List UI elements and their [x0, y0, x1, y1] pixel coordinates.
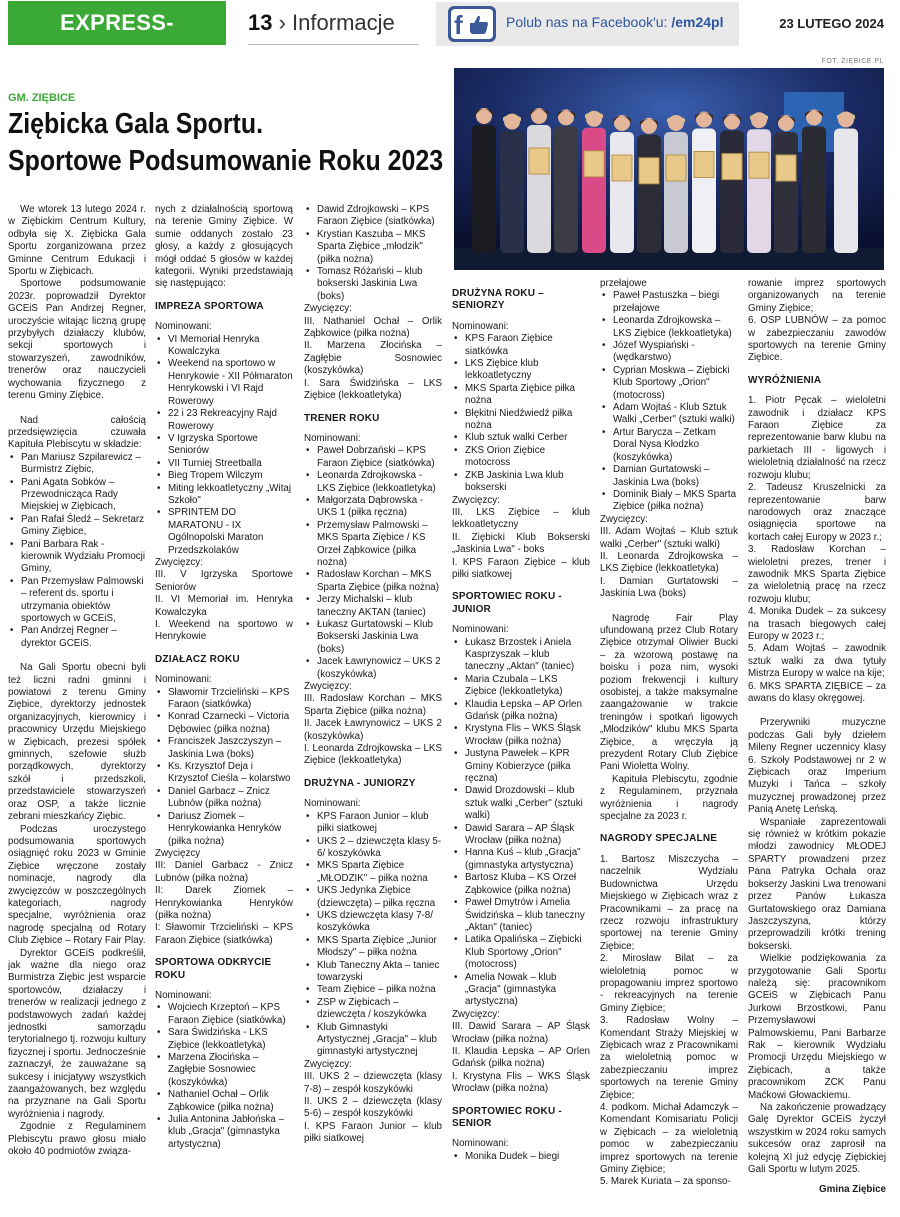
list-item: • LKS Ziębice klub lekkoatletyczny	[452, 358, 590, 383]
paragraph: Przerywniki muzyczne podczas Gali były dziełem Mileny Regner uczennicy klasy 6. Szkoły Podstawowej nr 2 w Ziębicach oraz Imperium Muzyki i Tańca – szkoły muzycznej prowadzonej przez Panią Anetę Leńską.	[748, 717, 886, 816]
paragraph: 2. Mirosław Bilat – za wieloletnią pomoc w propagowaniu imprez sportowo - rekreacyjnych na terenie Gminy Ziębice;	[600, 953, 738, 1014]
paragraph: I. Weekend na sportowo w Henrykowie	[155, 619, 293, 643]
list-item: • UKS Jedynka Ziębice (dziewczęta) – piłka ręczna	[304, 885, 442, 910]
section-label: › Informacje	[278, 10, 395, 35]
list-item: • Paweł Dobrzański – KPS Faraon Ziębice (siatkówka)	[304, 445, 442, 470]
nominee-list	[600, 290, 738, 513]
list-item: • Małgorzata Dąbrowska - UKS 1 (piłka ręczna)	[304, 495, 442, 520]
paragraph: Zgodnie z Regulaminem Plebiscytu prawo głosu miało około 40 podmiotów związa-	[8, 1121, 146, 1158]
list-item: • Marzena Złocińska – Zagłębie Sosnowiec (koszykówka)	[155, 1052, 293, 1089]
header-divider	[248, 44, 418, 45]
list-item: • Bieg Tropem Wilczym	[155, 470, 293, 482]
paragraph: I. Leonarda Zdrojkowska – LKS Ziębice (lekkoatletyka)	[304, 743, 442, 767]
list-item: • Klub Taneczny Akta – taniec towarzyski	[304, 960, 442, 985]
paragraph: 4. podkom. Michał Adamczyk – Komendant Komisariatu Policji w Ziębicach – za wieloletnią pomoc w zabezpieczaniu imprez sportowych na terenie Gminy Ziębice;	[600, 1102, 738, 1176]
paragraph: III. UKS 2 – dziewczęta (klasy 7-8) – zespół koszykówki	[304, 1071, 442, 1095]
list-item: • Monika Dudek – biegi	[452, 1151, 590, 1163]
paragraph: Zwycięzcy:	[452, 494, 500, 506]
nominee-list	[304, 811, 442, 1059]
list-item: • 22 i 23 Rekreacyjny Rajd Rowerowy	[155, 408, 293, 433]
list-item: • MKS Sparta Ziębice „Junior Młodszy" – piłka nożna	[304, 935, 442, 960]
list-item: • Cyprian Moskwa – Ziębicki Klub Sportowy „Orion" (motocross)	[600, 365, 738, 402]
paragraph: Wspaniałe zaprezentowali się również w krótkim pokazie młodzi zawodnicy MŁODEJ SPARTY prowadzeni przez Pana Patryka Ochała oraz bokserzy Jaskini Lwa trenowani przez Panów Łukasza Gurtatowskiego oraz Damiana Jaszczyszyna, którzy przeprowadzili krótki trening bokserski.	[748, 816, 886, 952]
photo-credit: FOT. ZIĘBICE.PL	[821, 58, 884, 65]
paragraph: I. Damian Gurtatowski – Jaskinia Lwa (boks)	[600, 575, 738, 600]
list-item: • MKS Sparta Ziębice „MŁODZIK" – piłka nożna	[304, 860, 442, 885]
paragraph: II: Darek Ziomek – Henrykowianka Henryków (piłka nożna)	[155, 885, 293, 921]
list-item: • Dawid Sarara – AP Śląsk Wrocław (piłka nożna)	[452, 823, 590, 848]
paragraph: Zwycięzcy:	[452, 1008, 500, 1020]
list-item: • Dawid Drozdowski – klub sztuk walki „Cerber" (sztuki walki)	[452, 785, 590, 822]
list-item: • ZKB Jaskinia Lwa klub bokserski	[452, 470, 590, 495]
issue-date: 23 LUTEGO 2024	[779, 16, 884, 31]
category-heading: DRUŻYNA - JUNIORZY	[304, 777, 416, 789]
list-item: • Dominik Biały – MKS Sparta Ziębice (piłka nożna)	[600, 489, 738, 514]
paragraph: I. Sara Świdzińska – LKS Ziębice (lekkoatletyka)	[304, 377, 442, 402]
list-item: • Konrad Czarnecki – Victoria Dębowiec (piłka nożna)	[155, 711, 293, 736]
paragraph: I. KPS Faraon Ziębice – klub piłki siatkowej	[452, 556, 590, 580]
list-item: • Team Ziębice – piłka nożna	[304, 984, 442, 996]
paragraph: Dyrektor GCEiS podkreślił, jak ważne dla niego oraz Burmistrza Ziębic jest wsparcie sportowców, działaczy i trenerów w realizacji jednego z podstawowych zadań każdej jednostki samorządu terytorialnego tj. rozwoju kultury fizycznej i sportu. Jednocześnie zaznaczył, że zauważane są sukcesy i inicjatywy wszystkich zaangażowanych, bez względu na przyznane na Gali Sportu wyróżnienia i nagrody.	[8, 947, 146, 1120]
spacer	[748, 705, 886, 717]
nominee-list	[155, 687, 293, 848]
paragraph: I: Sławomir Trzcieliński – KPS Faraon Ziębice (siatkówka)	[155, 922, 293, 946]
paragraph: I. KPS Faraon Junior – klub piłki siatkowej	[304, 1120, 442, 1145]
paragraph: III. V Igrzyska Sportowe Seniorów	[155, 569, 293, 593]
nominee-list	[155, 334, 293, 557]
category-heading: WYRÓŻNIENIA	[748, 374, 822, 386]
paragraph: III: Daniel Garbacz - Znicz Lubnów (piłka nożna)	[155, 860, 293, 884]
list-item: • Krystyna Flis – WKS Śląsk Wrocław (piłka nożna)	[452, 723, 590, 748]
nominee-list	[155, 1002, 293, 1151]
paragraph: Na Gali Sportu obecni byli też liczni radni gminni i powiatowi z terenu Gminy Ziębice, dyrektorzy jednostek organizacyjnych, kierownicy i pracownicy Urzędu Miejskiego w Ziębicach, prezesi spółek gminnych, szefowie służb porządkowych, dyrektorzy szkół i przedszkoli, przedstawiciele stowarzyszeń oraz OSP, a także licznie zebrani mieszkańcy Ziębic.	[8, 662, 146, 823]
paragraph: 5. Marek Kuriata – za sponso-	[600, 1176, 731, 1188]
article-column-1	[8, 204, 146, 1209]
list-item: • MKS Sparta Ziębice piłka nożna	[452, 383, 590, 408]
paragraph: 5. Adam Wojtaś – zawodnik sztuk walki za dwa tytuły Mistrza Europy w walce na kije;	[748, 643, 886, 680]
paragraph: Nad całością przedsięwzięcia czuwała Kapituła Plebiscytu w składzie:	[8, 414, 146, 451]
paragraph: Nominowani:	[155, 674, 212, 686]
paragraph: II. Ziębicki Klub Bokserski „Jaskinia Lwa" - boks	[452, 531, 590, 556]
paragraph: Nominowani:	[304, 798, 361, 810]
facebook-promo-text: Polub nas na Facebook'u: /em24pl	[506, 14, 724, 30]
list-item: • Leonarda Zdrojkowska - LKS Ziębice (lekkoatletyka)	[304, 470, 442, 495]
list-item: • Justyna Pawełek – KPR Gminy Kobierzyce (piłka ręczna)	[452, 748, 590, 785]
paragraph: II. Jacek Ławrynowicz – UKS 2 (koszykówka)	[304, 718, 442, 742]
list-item: • ZKS Orion Ziębice motocross	[452, 445, 590, 470]
paragraph: Nominowani:	[155, 321, 212, 333]
paragraph: III. Nathaniel Ochał – Orlik Ząbkowice (piłka nożna)	[304, 315, 442, 340]
list-item: • Adam Wojtaś - Klub Sztuk Walki „Cerber" (sztuki walki)	[600, 402, 738, 427]
category-heading: TRENER ROKU	[304, 412, 380, 424]
list-item: • Amelia Nowak – klub „Gracja" (gimnastyka artystyczna)	[452, 972, 590, 1009]
author-signature: Gmina Ziębice	[819, 1184, 886, 1196]
list-item: • Jerzy Michalski – klub taneczny AKTAN (taniec)	[304, 594, 442, 619]
paragraph: 6. OSP LUBNÓW – za pomoc w zabezpieczaniu zawodów sportowych na terenie Gminy Ziębice.	[748, 315, 886, 364]
list-item: • Maria Czubala – LKS Ziębice (lekkoatletyka)	[452, 674, 590, 699]
list-item: • Artur Barycza – Zetkam Doral Nysa Kłodzko (koszykówka)	[600, 427, 738, 464]
list-item: • Pani Barbara Rak - kierownik Wydziału Promocji Gminy,	[8, 539, 146, 576]
paragraph: 3. Radosław Wolny – Komendant Straży Miejskiej w Ziębicach wraz z Pracownikami za wieloletnią pomoc w zabezpieczaniu imprez sportowych na terenie Gminy Ziębice;	[600, 1015, 738, 1101]
nominee-list	[452, 1151, 590, 1163]
nominee-list	[304, 445, 442, 681]
paragraph: I. Krystyna Flis – WKS Śląsk Wrocław (piłka nożna)	[452, 1070, 590, 1095]
list-item: • Miting lekkoatletyczny „Witaj Szkoło"	[155, 483, 293, 508]
paragraph: Zwycięzcy	[155, 847, 201, 859]
paragraph: 1. Bartosz Miszczycha – naczelnik Wydziału Budownictwa Urzędu Miejskiego w Ziębicach wraz z Pracownikami – za pracę na rzecz rozwoju infrastruktury sportowej na terenie Gminy Ziębice;	[600, 853, 738, 952]
paragraph: 2. Tadeusz Kruszelnicki za reprezentowanie barw narodowych oraz znaczące osiągnięcia sportowe na kortach całej Europy w 2023 r.;	[748, 482, 886, 543]
gala-group-photo	[454, 68, 884, 270]
paragraph: Nominowani:	[304, 432, 361, 444]
list-item: • Leonarda Zdrojkowska – LKS Ziębice (lekkoatletyka)	[600, 315, 738, 340]
paragraph: nych z działalnością sportową na terenie Gminy Ziębice. W sumie oddanych zostało 23 głosy, a każdy z głosujących mógł oddać 5 głosów w każdej kategorii. Wyniki przedstawiają się następująco:	[155, 204, 293, 290]
paragraph: Nominowani:	[452, 1138, 509, 1150]
paragraph: Nominowani:	[452, 320, 509, 332]
list-item: • KPS Faraon Ziębice siatkówka	[452, 333, 590, 358]
article-title: Ziębicka Gala Sportu. Sportowe Podsumowanie Roku 2023	[8, 108, 444, 177]
paragraph: 4. Monika Dudek – za sukcesy na trasach biegowych całej Europy w 2023 r.;	[748, 606, 886, 642]
list-item: • Jacek Ławrynowicz – UKS 2 (koszykówka)	[304, 656, 442, 681]
facebook-handle[interactable]: /em24pl	[671, 14, 724, 30]
nominee-list	[452, 333, 590, 494]
spacer	[8, 650, 146, 662]
brand-logo[interactable]: EXPRESS-MIEJSKI.PL	[8, 1, 226, 45]
list-item: • Dariusz Ziomek – Henrykowianka Henryków (piłka nożna)	[155, 811, 293, 848]
list-item: • Błękitni Niedźwiedź piłka nożna	[452, 408, 590, 433]
paragraph: III. LKS Ziębice – klub lekkoatletyczny	[452, 506, 590, 531]
paragraph: We wtorek 13 lutego 2024 r. w Ziębickim Centrum Kultury, odbyła się X. Ziębicka Gala Sportu zorganizowana przez Gminne Centrum Edukacji i Sportu w Ziębicach.	[8, 204, 146, 278]
list-item: • Przemysław Palmowski – MKS Sparta Ziębice / KS Orzeł Ząbkowice (piłka nożna)	[304, 520, 442, 570]
list-item: • Pan Mariusz Szpilarewicz – Burmistrz Ziębic,	[8, 452, 146, 477]
list-item: • Bartosz Kluba – KS Orzeł Ząbkowice (piłka nożna)	[452, 872, 590, 897]
list-item: • Józef Wyspiański - (wędkarstwo)	[600, 340, 738, 365]
list-item: • Sara Świdzińska - LKS Ziębice (lekkoatletyka)	[155, 1027, 293, 1052]
list-item: • Damian Gurtatowski – Jaskinia Lwa (boks)	[600, 464, 738, 489]
list-item: • V Igrzyska Sportowe Seniorów	[155, 433, 293, 458]
article-column-6	[748, 278, 886, 1209]
paragraph: Na zakończenie prowadzący Galę Dyrektor GCEiS życzył wszystkim w 2024 roku samych sukcesów oraz zaprosił na kolejną XI już edycję Ziębickiej Gali Sportu w lutym 2025.	[748, 1102, 886, 1176]
list-item: • Pan Andrzej Regner – dyrektor GCEiS.	[8, 625, 146, 650]
list-item: • Sławomir Trzcieliński – KPS Faraon (siatkówka)	[155, 687, 293, 712]
category-heading: SPORTOWIEC ROKU - JUNIOR	[452, 591, 562, 615]
list-item: • KPS Faraon Junior – klub piłki siatkowej	[304, 811, 442, 836]
list-item: • Wojciech Krzeptoń – KPS Faraon Ziębice (siatkówka)	[155, 1002, 293, 1027]
spacer	[600, 601, 738, 613]
list-item: • Hanna Kuś – klub „Gracja" (gimnastyka artystyczna)	[452, 847, 590, 872]
list-item: • Ks. Krzysztof Deja i Krzysztof Cieśla – kolarstwo	[155, 761, 293, 786]
nominee-list	[452, 637, 590, 1009]
list-item: • ZSP w Ziębicach – dziewczęta / koszykówka	[304, 997, 442, 1022]
list-item: • Paweł Pastuszka – biegi przełajowe	[600, 290, 738, 315]
facebook-banner[interactable]	[436, 2, 739, 46]
list-item: • Łukasz Gurtatowski – Klub Bokserski Jaskinia Lwa (boks)	[304, 619, 442, 656]
list-item: • Klaudia Łepska – AP Orlen Gdańsk (piłka nożna)	[452, 699, 590, 724]
list-item: • Latika Opalińska – Ziębicki Klub Sportowy „Orion" (motocross)	[452, 934, 590, 971]
paragraph: Kapituła Plebiscytu, zgodnie z Regulaminem, przyznała wyróżnienia i nagrody specjalne za 2023 r.	[600, 773, 738, 823]
article-column-3	[304, 204, 442, 1209]
list-item: • Franciszek Jaszczyszyn – Jaskinia Lwa (boks)	[155, 736, 293, 761]
article-column-5	[600, 278, 738, 1209]
paragraph: 1. Piotr Pęcak – wieloletni zawodnik i działacz KPS Faraon Ziębice za reprezentowanie barw klubu na parkietach III - ligowych i wieloletnią działalność na rzecz rozwoju klubu;	[748, 395, 886, 481]
svg-text:f: f	[454, 10, 463, 40]
list-item: • Radosław Korchan – MKS Sparta Ziębice (piłka nożna)	[304, 569, 442, 594]
paragraph: Nominowani:	[452, 624, 509, 636]
list-item: • SPRINTEM DO MARATONU - IX Ogólnopolski Maraton Przedszkolaków	[155, 507, 293, 557]
paragraph: III. Adam Wojtaś – Klub sztuk walki „Cerber" (sztuki walki)	[600, 526, 738, 550]
paragraph: Nagrodę Fair Play ufundowaną przez Club Rotary Ziębice otrzymał Oliwier Bucki – za wzorową postawę na boisku i poza nim, wysoki poziom frekwencji i kultury osobistej, a także maksymalne zaangażowanie w trakcie treningów i spotkań ligowych „Młodzików" klubu MKS Sparta Ziębice, a wręczyła ją prezydent Rotary Club Ziębice Pani Wioletta Wolny.	[600, 612, 738, 773]
paragraph: II. Marzena Złocińska – Zagłębie Sosnowiec (koszykówka)	[304, 340, 442, 377]
list-item: • Nathaniel Ochał – Orlik Ząbkowice (piłka nożna)	[155, 1089, 293, 1114]
paragraph: Zwycięzcy:	[304, 681, 352, 693]
list-item: • Łukasz Brzostek i Aniela Kasprzyszak – klub taneczny „Aktan" (taniec)	[452, 637, 590, 674]
article-column-2	[155, 204, 293, 1209]
list-item: • VII Turniej Streetballa	[155, 458, 293, 470]
article-kicker: GM. ZIĘBICE	[8, 92, 76, 104]
page-number: 13	[248, 10, 273, 35]
paragraph: Zwycięzcy:	[304, 1058, 352, 1070]
spacer	[8, 403, 146, 415]
paragraph: rowanie imprez sportowych organizowanych na terenie Gminy Ziębice;	[748, 278, 886, 314]
paragraph: II. UKS 2 – dziewczęta (klasy 5-6) – zespół koszykówki	[304, 1096, 442, 1120]
paragraph: Zwycięzcy:	[155, 556, 203, 568]
paragraph: Zwycięzcy:	[304, 303, 352, 315]
nominee-list	[304, 204, 442, 303]
list-item: • Paweł Dmytrów i Amelia Świdzińska – klub taneczny „Aktan" (taniec)	[452, 897, 590, 934]
list-item: • Dawid Zdrojkowski – KPS Faraon Ziębice (siatkówka)	[304, 204, 442, 229]
list-item: • Klub sztuk walki Cerber	[452, 432, 590, 444]
list-item: • UKS dziewczęta klasy 7-8/ koszykówka	[304, 910, 442, 935]
list-item: • Pan Rafał Śledź – Sekretarz Gminy Ziębice,	[8, 514, 146, 539]
list-item: • Pani Agata Sobków – Przewodnicząca Rady Miejskiej w Ziębicach,	[8, 477, 146, 514]
category-heading: NAGRODY SPECJALNE	[600, 833, 718, 845]
paragraph: 3. Radosław Korchan – wieloletni prezes, trener i zawodnik MKS Sparta Ziębice za wieloletnią pracę na rzecz rozwoju klubu;	[748, 544, 886, 605]
list-item: • Klub Gimnastyki Artystycznej „Gracja" – klub gimnastyki artystycznej	[304, 1022, 442, 1059]
paragraph: II. Klaudia Łepska – AP Orlen Gdańsk (piłka nożna)	[452, 1045, 590, 1070]
list-item: • Weekend na sportowo w Henrykowie - XII Półmaraton Henrykowski i VI Rajd Rowerowy	[155, 358, 293, 408]
section-title	[248, 10, 395, 36]
category-heading: DRUŻYNA ROKU – SENIORZY	[452, 288, 544, 312]
paragraph: III. Dawid Sarara – AP Śląsk Wrocław (piłka nożna)	[452, 1021, 590, 1045]
list-item: • Tomasz Różański – klub bokserski Jaskinia Lwa (boks)	[304, 266, 442, 303]
article-column-4	[452, 278, 590, 1209]
paragraph: II. Leonarda Zdrojkowska – LKS Ziębice (lekkoatletyka)	[600, 550, 738, 575]
list-item: • UKS 2 – dziewczęta klasy 5-6/ koszykówka	[304, 836, 442, 861]
category-heading: SPORTOWIEC ROKU - SENIOR	[452, 1105, 562, 1129]
list-item: • Daniel Garbacz – Znicz Lubnów (piłka nożna)	[155, 786, 293, 811]
paragraph: Podczas uroczystego podsumowania sportowych osiągnięć roku 2023 w Gminie Ziębice wręczone zostały nominacje, nagrody dla zwycięzców w poszczególnych kategoriach, nagrody specjalne, wyróżnienia oraz nagrodę specjalną od Rotary Club Ziębice – Rotary Fair Play.	[8, 823, 146, 947]
nominee-list	[8, 452, 146, 651]
category-heading: DZIAŁACZ ROKU	[155, 653, 240, 665]
category-heading: SPORTOWA ODKRYCIE ROKU	[155, 957, 272, 981]
list-item: • Julia Antonina Jabłońska – klub „Gracja" (gimnastyka artystyczna)	[155, 1114, 293, 1151]
category-heading: IMPREZA SPORTOWA	[155, 300, 264, 312]
paragraph: Zwycięzcy:	[600, 513, 648, 525]
paragraph: Wielkie podziękowania za przygotowanie Gali Sportu należą się: pracownikom GCEiS w Ziębicach Panu Jurkowi Brzostkowi, Panu Przemysławowi Palmowskiemu, Pani Barbarze Rak – kierownik Wydziału Promocji Urzędu Miejskiego w Ziębicach, a także pracownikom ZCK Panu Maćkowi Głowackiemu.	[748, 953, 886, 1101]
list-item: • Pan Przemysław Palmowski – referent ds. sportu i utrzymania obiektów sportowych w GCEiS,	[8, 576, 146, 626]
paragraph: Sportowe podsumowanie 2023r. poprowadził Dyrektor GCEiS Pan Andrzej Regner, uroczyście witając liczną grupę przybyłych działaczy klubów, sekcji sportowych i stowarzyszeń, zawodników, trenerów oraz nauczycieli wychowania fizycznego z terenu Gminy Ziębice.	[8, 278, 146, 402]
paragraph: 6. MKS SPARTA ZIĘBICE – za awans do klasy okręgowej.	[748, 680, 886, 704]
facebook-like-icon	[448, 6, 496, 42]
paragraph: II. VI Memoriał im. Henryka Kowalczyka	[155, 594, 293, 618]
paragraph: przełajowe	[600, 278, 647, 289]
list-item: • Krystian Kaszuba – MKS Sparta Ziębice „młodzik" (piłka nożna)	[304, 229, 442, 266]
list-item: • VI Memoriał Henryka Kowalczyka	[155, 334, 293, 359]
paragraph: Nominowani:	[155, 989, 212, 1001]
paragraph: III. Radosław Korchan – MKS Sparta Ziębice (piłka nożna)	[304, 693, 442, 717]
